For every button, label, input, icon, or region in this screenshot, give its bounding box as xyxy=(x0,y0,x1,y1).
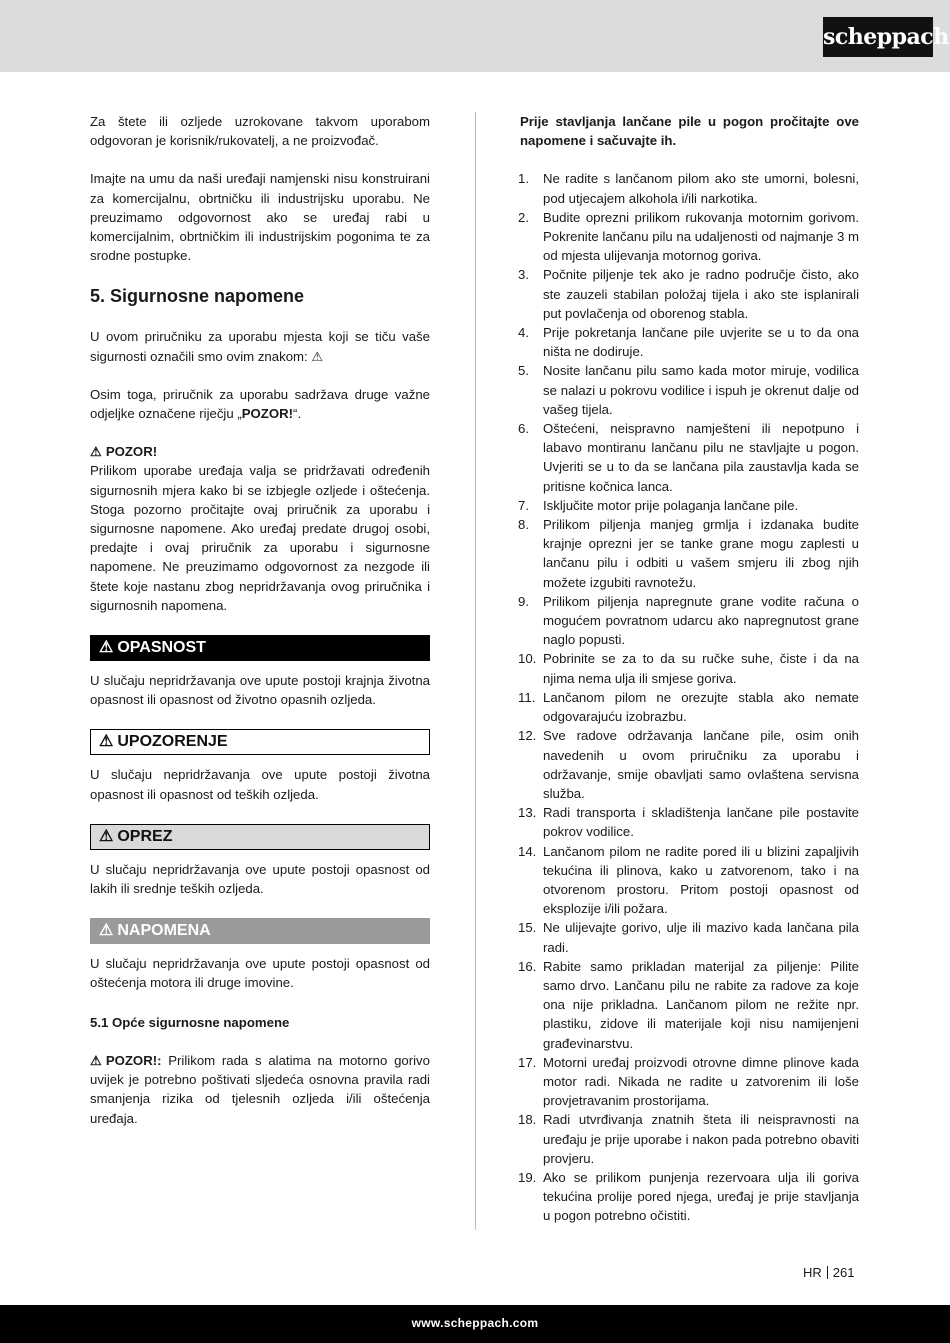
list-item-text: Nosite lančanu pilu samo kada motor miruje, vodilica se nalazi u pokrovu vodilice i ispuh je okrenut dalje od vašeg tijela. xyxy=(543,363,859,417)
list-item-text: Pobrinite se za to da su ručke suhe, čiste i da na njima nema ulja ili smjese goriva. xyxy=(543,651,859,686)
list-item xyxy=(520,208,859,266)
paragraph: Imajte na umu da naši uređaji namjenski nisu konstruirani za komercijalnu, obrtničku ili industrijsku uporabu. Ne preuzimamo odgovornost ako se uređaj rabi u komercijalnim, obrtničkim ili industrijskim pogonima te za srodne postupke. xyxy=(90,171,430,264)
list-item-number: 19. xyxy=(518,1169,537,1185)
warning-triangle-icon: ⚠ xyxy=(90,1052,102,1068)
list-item-number: 2. xyxy=(518,209,529,225)
intro-text: Prije stavljanja lančane pile u pogon pročitajte ove napomene i sačuvajte ih. xyxy=(520,114,859,149)
list-item-number: 5. xyxy=(518,363,529,379)
warning-label: ⚠ UPOZORENJE xyxy=(90,729,430,755)
paragraph: ⚠ POZOR!: Prilikom rada s alatima na motorno gorivo uvijek je potrebno poštivati sljedeća osnovna pravila radi smanjenja rizika od tjelesnih ozljeda i/ili oštećenja uređaja. xyxy=(90,1052,430,1126)
list-item-number: 8. xyxy=(518,517,529,533)
list-item-number: 3. xyxy=(518,267,529,283)
list-item xyxy=(520,515,859,592)
list-item xyxy=(520,842,859,919)
list-item-number: 7. xyxy=(518,497,529,513)
warning-triangle-icon: ⚠ xyxy=(90,444,102,460)
list-item-text: Prilikom piljenja manjeg grmlja i izdanaka budite krajnje oprezni jer se tanke grane mogu zaplesti u lančanu pilu i odbiti u vašem smjeru ili zbog njih možete izgubiti ravnotežu. xyxy=(543,517,859,590)
list-item-text: Isključite motor prije polaganja lančane pile. xyxy=(543,497,799,513)
list-item xyxy=(520,726,859,803)
warning-triangle-icon: ⚠ xyxy=(99,733,114,751)
list-item-number: 1. xyxy=(518,171,529,187)
list-item xyxy=(520,918,859,956)
paragraph: U slučaju nepridržavanja ove upute postoji životna opasnost ili opasnost od teških ozljeda. xyxy=(90,767,430,802)
paragraph: U slučaju nepridržavanja ove upute postoji opasnost od lakih ili srednje teških ozljeda. xyxy=(90,861,430,897)
list-item-text: Lančanom pilom ne orezujte stabla ako nemate odgovarajuću izobrazbu. xyxy=(543,689,859,725)
warning-triangle-icon: ⚠ xyxy=(99,922,114,940)
paragraph: U ovom priručniku za uporabu mjesta koji se tiču vaše sigurnosti označili smo ovim znakom: ⚠ xyxy=(90,329,430,364)
paragraph: U slučaju nepridržavanja ove upute postoji krajnja životna opasnost ili opasnost od životno opasnih ozljeda. xyxy=(90,673,430,708)
list-item-text: Prije pokretanja lančane pile uvjerite se u to da ona ništa ne dodiruje. xyxy=(543,325,859,360)
list-item xyxy=(520,803,859,841)
pozor-heading: ⚠ POZOR! xyxy=(90,442,430,461)
list-item-number: 9. xyxy=(518,593,529,609)
column-divider xyxy=(475,112,476,1230)
right-column xyxy=(520,112,859,1226)
subsection-title: 5.1 Opće sigurnosne napomene xyxy=(90,1014,290,1030)
list-item xyxy=(520,1053,859,1111)
list-item xyxy=(520,688,859,726)
list-item xyxy=(520,496,859,515)
list-item-text: Ako se prilikom punjenja rezervoara ulja ili goriva tekućina prolije pored njega, uređaj je prije stavljanja u pogon potrebno očistiti. xyxy=(543,1169,859,1224)
list-item-text: Lančanom pilom ne radite pored ili u blizini zapaljivih tekućina ili plinova, kako u zatvorenom, tako i na otvorenom prostoru. Pritom postoji opasnost od eksplozije i/ili požara. xyxy=(543,843,859,917)
left-column xyxy=(90,112,430,1128)
danger-label: ⚠ OPASNOST xyxy=(90,635,430,661)
list-item-number: 10. xyxy=(518,651,537,667)
paragraph: Osim toga, priručnik za uporabu sadržava druge važne odjeljke označene riječju „POZOR!“. xyxy=(90,386,430,422)
list-item-text: Prilikom piljenja napregnute grane vodite računa o mogućem povratnom udarcu ako napregnutost grane naglo popusti. xyxy=(543,593,859,648)
list-item xyxy=(520,957,859,1053)
warning-triangle-icon: ⚠ xyxy=(99,827,114,845)
brand-logo: scheppach xyxy=(823,17,933,57)
list-item xyxy=(520,169,859,207)
paragraph: Prilikom uporabe uređaja valja se pridržavati određenih sigurnosnih mjera kako bi se izbjegle ozljede i oštećenja. Stoga pozorno pročitajte ovaj priručnik za uporabu i sigurnosne napomene. Ako uređaj predate drugoj osobi, predajte i ovaj priručnik za uporabu i sigurnosne napomene. Ne preuzimamo odgovornost za nezgode ili štete koje nastanu zbog nepridržavanja ovog priručnika i sigurnosnih napomena. xyxy=(90,463,430,613)
warning-triangle-icon: ⚠ xyxy=(311,348,324,364)
list-item-text: Sve radove održavanja lančane pile, osim onih navedenih u ovom priručniku za uporabu i održavanje, smije obavljati samo ovlaštena servisna služba. xyxy=(543,728,859,801)
list-item-text: Radi transporta i skladištenja lančane pile postavite pokrov vodilice. xyxy=(543,805,859,840)
header-bar xyxy=(0,0,950,72)
warning-triangle-icon: ⚠ xyxy=(99,639,114,657)
list-item xyxy=(520,419,859,496)
list-item-number: 11. xyxy=(518,689,536,705)
caution-label: ⚠ OPREZ xyxy=(90,824,430,850)
page-number: HR 261 xyxy=(803,1265,855,1280)
list-item-text: Ne ulijevajte gorivo, ulje ili mazivo kada lančana pila radi. xyxy=(543,920,859,955)
list-item-number: 14. xyxy=(518,843,537,859)
paragraph: U slučaju nepridržavanja ove upute postoji opasnost od oštećenja motora ili druge imovine. xyxy=(90,956,430,991)
list-item-number: 16. xyxy=(518,958,537,974)
note-label: ⚠ NAPOMENA xyxy=(90,918,430,944)
list-item-number: 18. xyxy=(518,1112,537,1128)
list-item-text: Oštećeni, neispravno namješteni ili nepotpuno i labavo montiranu lančanu pilu ne stavljajte u pogon. Uvjeriti se u to da se lančana pila zaustavlja kada se pritisne kočnica lanca. xyxy=(543,421,859,494)
list-item-number: 13. xyxy=(518,805,537,821)
list-item xyxy=(520,1168,859,1226)
paragraph: Za štete ili ozljede uzrokovane takvom uporabom odgovoran je korisnik/rukovatelj, a ne proizvođač. xyxy=(90,114,430,149)
list-item xyxy=(520,361,859,419)
list-item-number: 12. xyxy=(518,728,537,744)
list-item-text: Budite oprezni prilikom rukovanja motornim gorivom. Pokrenite lančanu pilu na udaljenosti od najmanje 3 m od mjesta ulijevanja motornog goriva. xyxy=(543,209,859,264)
list-item-text: Ne radite s lančanom pilom ako ste umorni, bolesni, pod utjecajem alkohola i/ili narkotika. xyxy=(543,171,859,206)
list-item-number: 6. xyxy=(518,421,529,437)
footer-url: www.scheppach.com xyxy=(0,1305,950,1343)
list-item-text: Radi utvrđivanja znatnih šteta ili neispravnosti na uređaju je prije uporabe i nakon pada potrebno obaviti provjeru. xyxy=(543,1112,859,1166)
list-item xyxy=(520,323,859,361)
list-item xyxy=(520,649,859,687)
list-item-text: Počnite piljenje tek ako je radno područje čisto, ako ste zauzeli stabilan položaj tijela i ako ste isplanirali put povlačenja od oborenog stabla. xyxy=(543,267,859,321)
list-item-number: 17. xyxy=(518,1054,537,1070)
list-item-text: Rabite samo prikladan materijal za piljenje: Pilite samo drvo. Lančanu pilu ne rabite za radove za koje ona nije prikladna. Lančanom pilom ne režite npr. plastiku, zidove ili materijale koji nisu namijenjeni građevinarstvu. xyxy=(543,958,859,1051)
list-item xyxy=(520,265,859,323)
list-item-number: 15. xyxy=(518,920,537,936)
list-item xyxy=(520,592,859,650)
section-title: 5. Sigurnosne napomene xyxy=(90,286,305,307)
safety-list xyxy=(520,169,859,1225)
list-item-number: 4. xyxy=(518,325,529,341)
list-item-text: Motorni uređaj proizvodi otrovne dimne plinove kada motor radi. Nikada ne radite u zatvorenim ili loše provjetravanim prostorijama. xyxy=(543,1054,859,1109)
list-item xyxy=(520,1110,859,1168)
